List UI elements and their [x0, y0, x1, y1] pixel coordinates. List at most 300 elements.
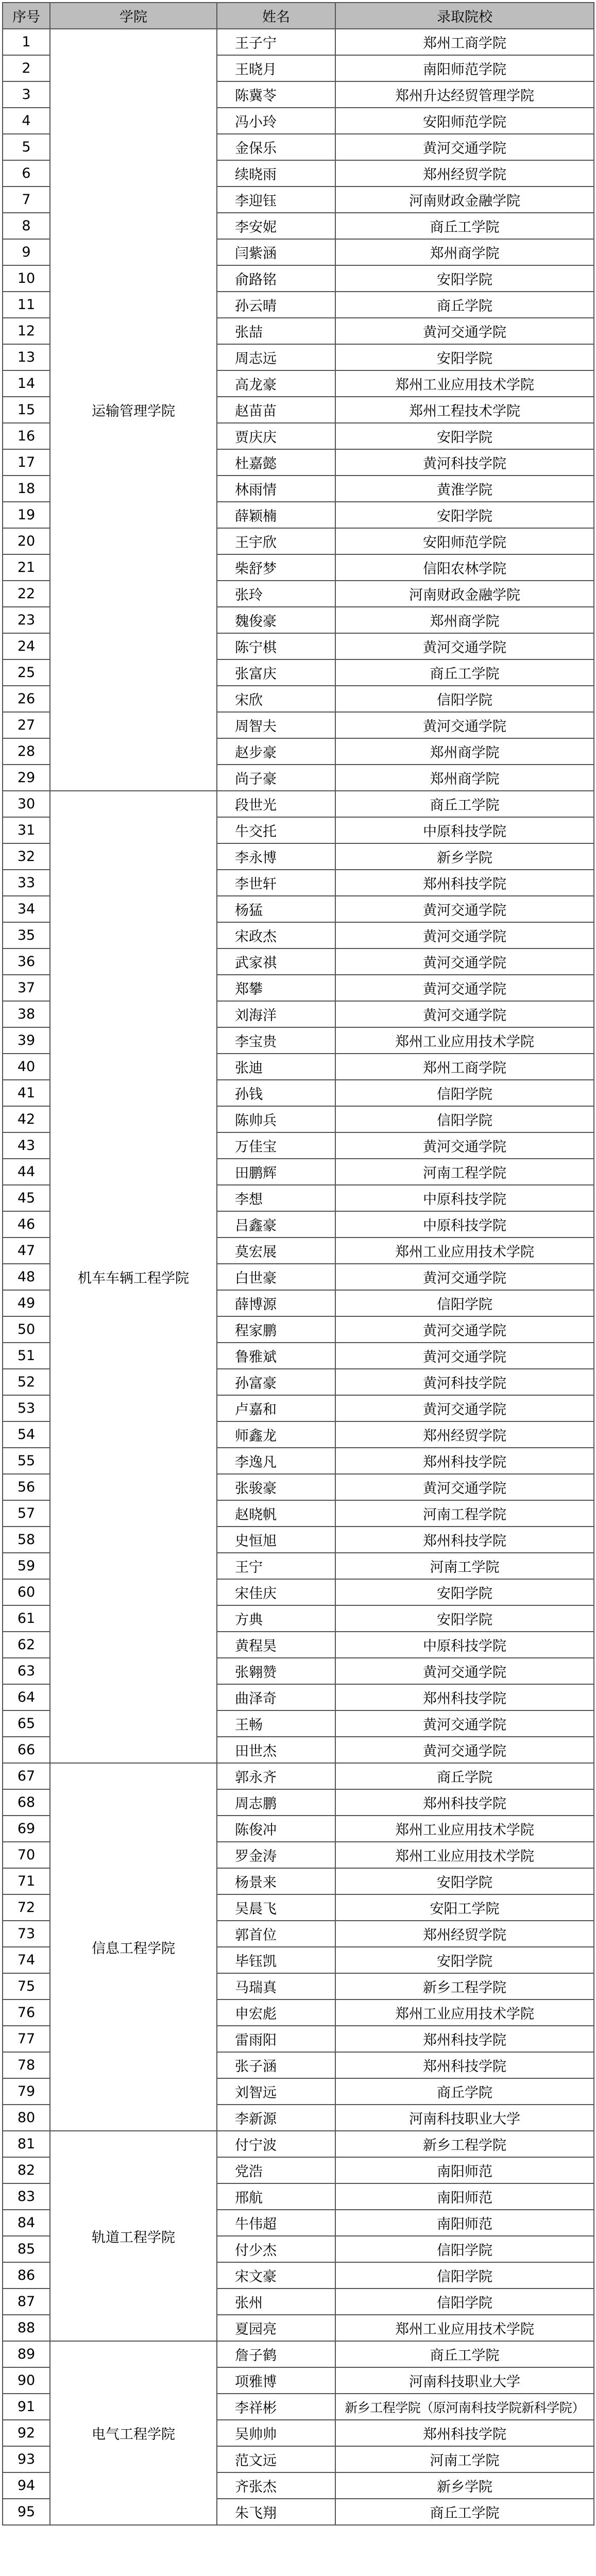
row-index: 7 [3, 187, 50, 213]
student-name: 赵晓帆 [217, 1500, 335, 1527]
row-index: 28 [3, 738, 50, 765]
row-index: 83 [3, 2183, 50, 2210]
admitted-school: 郑州经贸学院 [335, 160, 594, 187]
admitted-school: 新乡学院 [335, 843, 594, 870]
row-index: 73 [3, 1921, 50, 1947]
student-name: 李安妮 [217, 213, 335, 239]
row-index: 13 [3, 344, 50, 370]
admitted-school: 中原科技学院 [335, 1211, 594, 1238]
row-index: 49 [3, 1290, 50, 1316]
row-index: 71 [3, 1868, 50, 1894]
student-name: 王子宁 [217, 29, 335, 55]
student-name: 宋文豪 [217, 2262, 335, 2289]
row-index: 85 [3, 2236, 50, 2262]
row-index: 34 [3, 896, 50, 922]
student-name: 张翱赞 [217, 1658, 335, 1684]
admitted-school: 郑州科技学院 [335, 1789, 594, 1816]
student-name: 曲泽奇 [217, 1684, 335, 1710]
row-index: 54 [3, 1421, 50, 1448]
admitted-school: 安阳学院 [335, 1947, 594, 1973]
row-index: 30 [3, 791, 50, 817]
admitted-school: 郑州工业应用技术学院 [335, 370, 594, 397]
admitted-school: 安阳学院 [335, 265, 594, 292]
admitted-school: 郑州经贸学院 [335, 1421, 594, 1448]
student-name: 赵步豪 [217, 738, 335, 765]
student-name: 薛颖楠 [217, 502, 335, 528]
row-index: 84 [3, 2210, 50, 2236]
student-name: 牛伟超 [217, 2210, 335, 2236]
admitted-school: 信阳学院 [335, 1080, 594, 1106]
row-index: 65 [3, 1710, 50, 1737]
row-index: 23 [3, 607, 50, 633]
admitted-school: 安阳学院 [335, 1579, 594, 1605]
row-index: 87 [3, 2289, 50, 2315]
row-index: 91 [3, 2394, 50, 2420]
student-name: 吕鑫豪 [217, 1211, 335, 1238]
student-name: 柴舒梦 [217, 554, 335, 581]
student-name: 宋欣 [217, 686, 335, 712]
student-name: 万佳宝 [217, 1132, 335, 1159]
student-name: 白世豪 [217, 1264, 335, 1290]
admitted-school: 郑州工业应用技术学院 [335, 1842, 594, 1868]
row-index: 10 [3, 265, 50, 292]
admitted-school: 安阳学院 [335, 502, 594, 528]
student-name: 续晓雨 [217, 160, 335, 187]
admitted-school: 南阳师范 [335, 2210, 594, 2236]
student-name: 田鹏辉 [217, 1159, 335, 1185]
student-name: 杨景来 [217, 1868, 335, 1894]
admitted-school: 黄河交通学院 [335, 975, 594, 1001]
admitted-school: 郑州经贸学院 [335, 1921, 594, 1947]
admitted-school: 郑州商学院 [335, 765, 594, 791]
admitted-school: 黄河交通学院 [335, 1395, 594, 1421]
row-index: 26 [3, 686, 50, 712]
student-name: 张州 [217, 2289, 335, 2315]
admitted-school: 信阳学院 [335, 686, 594, 712]
admitted-school: 郑州商学院 [335, 607, 594, 633]
student-name: 李逸凡 [217, 1448, 335, 1474]
row-index: 60 [3, 1579, 50, 1605]
admitted-school: 黄河交通学院 [335, 1474, 594, 1500]
row-index: 36 [3, 948, 50, 975]
table-row [3, 791, 594, 817]
admitted-school: 安阳师范学院 [335, 528, 594, 554]
row-index: 31 [3, 817, 50, 843]
row-index: 17 [3, 449, 50, 476]
row-index: 95 [3, 2499, 50, 2525]
row-index: 64 [3, 1684, 50, 1710]
admitted-school: 黄河交通学院 [335, 633, 594, 659]
row-index: 89 [3, 2341, 50, 2367]
row-index: 47 [3, 1238, 50, 1264]
student-name: 宋政杰 [217, 922, 335, 948]
row-index: 33 [3, 870, 50, 896]
row-index: 75 [3, 1973, 50, 1999]
table-row [3, 2341, 594, 2367]
admitted-school: 安阳学院 [335, 344, 594, 370]
admitted-school: 黄河交通学院 [335, 134, 594, 160]
admitted-school: 商丘学院 [335, 292, 594, 318]
student-name: 王宇欣 [217, 528, 335, 554]
row-index: 57 [3, 1500, 50, 1527]
admission-table [2, 2, 594, 2526]
student-name: 张玲 [217, 581, 335, 607]
row-index: 74 [3, 1947, 50, 1973]
student-name: 夏园亮 [217, 2315, 335, 2341]
student-name: 孙钱 [217, 1080, 335, 1106]
table-body [3, 29, 594, 2525]
row-index: 16 [3, 423, 50, 449]
admitted-school: 郑州商学院 [335, 738, 594, 765]
student-name: 程家鹏 [217, 1316, 335, 1343]
college-cell: 电气工程学院 [50, 2341, 217, 2525]
admitted-school: 商丘工学院 [335, 791, 594, 817]
student-name: 齐张杰 [217, 2472, 335, 2499]
row-index: 22 [3, 581, 50, 607]
admitted-school: 信阳学院 [335, 2236, 594, 2262]
student-name: 吴帅帅 [217, 2420, 335, 2446]
student-name: 陈俊冲 [217, 1816, 335, 1842]
student-name: 黄程昊 [217, 1632, 335, 1658]
admitted-school: 河南工程学院 [335, 1500, 594, 1527]
row-index: 37 [3, 975, 50, 1001]
row-index: 68 [3, 1789, 50, 1816]
admitted-school: 信阳学院 [335, 1290, 594, 1316]
admitted-school: 信阳农林学院 [335, 554, 594, 581]
admitted-school: 郑州科技学院 [335, 2420, 594, 2446]
admitted-school: 黄河交通学院 [335, 1001, 594, 1027]
row-index: 11 [3, 292, 50, 318]
student-name: 高龙豪 [217, 370, 335, 397]
student-name: 付少杰 [217, 2236, 335, 2262]
student-name: 杜嘉懿 [217, 449, 335, 476]
row-index: 3 [3, 81, 50, 108]
student-name: 朱飞翔 [217, 2499, 335, 2525]
student-name: 雷雨阳 [217, 2026, 335, 2052]
admitted-school: 黄河交通学院 [335, 318, 594, 344]
student-name: 李祥彬 [217, 2394, 335, 2420]
student-name: 郭永齐 [217, 1763, 335, 1789]
row-index: 14 [3, 370, 50, 397]
row-index: 59 [3, 1553, 50, 1579]
admitted-school: 商丘学院 [335, 1763, 594, 1789]
row-index: 35 [3, 922, 50, 948]
admitted-school: 郑州工业应用技术学院 [335, 1027, 594, 1054]
student-name: 林雨情 [217, 476, 335, 502]
student-name: 冯小玲 [217, 108, 335, 134]
student-name: 方典 [217, 1605, 335, 1632]
row-index: 78 [3, 2052, 50, 2078]
admitted-school: 信阳学院 [335, 1106, 594, 1132]
admitted-school: 郑州工商学院 [335, 29, 594, 55]
admitted-school: 新乡工程学院 [335, 1973, 594, 1999]
college-cell: 运输管理学院 [50, 29, 217, 791]
admitted-school: 安阳师范学院 [335, 108, 594, 134]
student-name: 闫紫涵 [217, 239, 335, 265]
admitted-school: 黄淮学院 [335, 476, 594, 502]
admitted-school: 郑州科技学院 [335, 1527, 594, 1553]
admitted-school: 郑州工程技术学院 [335, 397, 594, 423]
row-index: 86 [3, 2262, 50, 2289]
student-name: 范文远 [217, 2446, 335, 2472]
student-name: 王畅 [217, 1710, 335, 1737]
row-index: 82 [3, 2157, 50, 2183]
student-name: 李想 [217, 1185, 335, 1211]
admitted-school: 新乡学院 [335, 2472, 594, 2499]
row-index: 45 [3, 1185, 50, 1211]
admitted-school: 河南科技职业大学 [335, 2105, 594, 2131]
admitted-school: 新乡工程学院 [335, 2131, 594, 2157]
admitted-school: 南阳师范学院 [335, 55, 594, 81]
student-name: 魏俊豪 [217, 607, 335, 633]
student-name: 鲁雅斌 [217, 1343, 335, 1369]
row-index: 39 [3, 1027, 50, 1054]
row-index: 44 [3, 1159, 50, 1185]
header-school: 录取院校 [335, 3, 594, 29]
header-name: 姓名 [217, 3, 335, 29]
row-index: 90 [3, 2367, 50, 2394]
row-index: 58 [3, 1527, 50, 1553]
row-index: 27 [3, 712, 50, 738]
row-index: 19 [3, 502, 50, 528]
student-name: 宋佳庆 [217, 1579, 335, 1605]
admitted-school: 南阳师范 [335, 2157, 594, 2183]
admitted-school: 黄河交通学院 [335, 1316, 594, 1343]
row-index: 51 [3, 1343, 50, 1369]
admitted-school: 黄河交通学院 [335, 712, 594, 738]
student-name: 赵苗苗 [217, 397, 335, 423]
row-index: 67 [3, 1763, 50, 1789]
admitted-school: 郑州工商学院 [335, 1054, 594, 1080]
admitted-school: 河南科技职业大学 [335, 2367, 594, 2394]
admitted-school: 新乡工程学院（原河南科技学院新科学院） [335, 2394, 594, 2420]
row-index: 50 [3, 1316, 50, 1343]
admitted-school: 河南财政金融学院 [335, 187, 594, 213]
row-index: 12 [3, 318, 50, 344]
student-name: 卢嘉和 [217, 1395, 335, 1421]
college-cell: 机车车辆工程学院 [50, 791, 217, 1763]
student-name: 张骏豪 [217, 1474, 335, 1500]
row-index: 46 [3, 1211, 50, 1238]
admitted-school: 中原科技学院 [335, 1185, 594, 1211]
student-name: 刘海洋 [217, 1001, 335, 1027]
row-index: 55 [3, 1448, 50, 1474]
student-name: 杨猛 [217, 896, 335, 922]
row-index: 88 [3, 2315, 50, 2341]
row-index: 43 [3, 1132, 50, 1159]
student-name: 周智夫 [217, 712, 335, 738]
admitted-school: 郑州工业应用技术学院 [335, 1238, 594, 1264]
admitted-school: 中原科技学院 [335, 817, 594, 843]
row-index: 40 [3, 1054, 50, 1080]
row-index: 79 [3, 2078, 50, 2105]
row-index: 48 [3, 1264, 50, 1290]
student-name: 俞路铭 [217, 265, 335, 292]
student-name: 李迎钰 [217, 187, 335, 213]
student-name: 金保乐 [217, 134, 335, 160]
table-row [3, 29, 594, 55]
admitted-school: 安阳学院 [335, 1605, 594, 1632]
admitted-school: 商丘工学院 [335, 2499, 594, 2525]
admitted-school: 安阳工学院 [335, 1894, 594, 1921]
student-name: 周志远 [217, 344, 335, 370]
student-name: 李永博 [217, 843, 335, 870]
admitted-school: 黄河交通学院 [335, 1132, 594, 1159]
student-name: 毕钰凯 [217, 1947, 335, 1973]
student-name: 付宁波 [217, 2131, 335, 2157]
row-index: 92 [3, 2420, 50, 2446]
student-name: 武家祺 [217, 948, 335, 975]
row-index: 20 [3, 528, 50, 554]
admitted-school: 郑州科技学院 [335, 1448, 594, 1474]
admitted-school: 郑州科技学院 [335, 870, 594, 896]
student-name: 孙富豪 [217, 1369, 335, 1395]
student-name: 张子涵 [217, 2052, 335, 2078]
student-name: 牛交托 [217, 817, 335, 843]
college-cell: 轨道工程学院 [50, 2131, 217, 2341]
row-index: 81 [3, 2131, 50, 2157]
table-row [3, 1763, 594, 1789]
row-index: 52 [3, 1369, 50, 1395]
row-index: 93 [3, 2446, 50, 2472]
student-name: 项雅博 [217, 2367, 335, 2394]
row-index: 56 [3, 1474, 50, 1500]
admitted-school: 郑州科技学院 [335, 2026, 594, 2052]
student-name: 吴晨飞 [217, 1894, 335, 1921]
row-index: 42 [3, 1106, 50, 1132]
admitted-school: 河南工学院 [335, 1553, 594, 1579]
row-index: 29 [3, 765, 50, 791]
student-name: 詹子鹤 [217, 2341, 335, 2367]
student-name: 李世轩 [217, 870, 335, 896]
student-name: 王宁 [217, 1553, 335, 1579]
admitted-school: 郑州工业应用技术学院 [335, 1816, 594, 1842]
admitted-school: 郑州科技学院 [335, 2052, 594, 2078]
row-index: 18 [3, 476, 50, 502]
student-name: 李宝贵 [217, 1027, 335, 1054]
row-index: 9 [3, 239, 50, 265]
student-name: 陈帅兵 [217, 1106, 335, 1132]
admitted-school: 中原科技学院 [335, 1632, 594, 1658]
college-cell: 信息工程学院 [50, 1763, 217, 2131]
admitted-school: 郑州工业应用技术学院 [335, 1999, 594, 2026]
student-name: 莫宏展 [217, 1238, 335, 1264]
student-name: 罗金涛 [217, 1842, 335, 1868]
student-name: 张迪 [217, 1054, 335, 1080]
student-name: 史恒旭 [217, 1527, 335, 1553]
admitted-school: 黄河交通学院 [335, 922, 594, 948]
admitted-school: 郑州工业应用技术学院 [335, 2315, 594, 2341]
admitted-school: 郑州升达经贸管理学院 [335, 81, 594, 108]
header-row [3, 3, 594, 29]
student-name: 申宏彪 [217, 1999, 335, 2026]
row-index: 53 [3, 1395, 50, 1421]
row-index: 32 [3, 843, 50, 870]
admitted-school: 黄河科技学院 [335, 1369, 594, 1395]
student-name: 党浩 [217, 2157, 335, 2183]
admitted-school: 黄河交通学院 [335, 1264, 594, 1290]
row-index: 94 [3, 2472, 50, 2499]
student-name: 张富庆 [217, 659, 335, 686]
admitted-school: 信阳学院 [335, 2262, 594, 2289]
admitted-school: 商丘工学院 [335, 659, 594, 686]
row-index: 80 [3, 2105, 50, 2131]
row-index: 70 [3, 1842, 50, 1868]
admitted-school: 郑州科技学院 [335, 1684, 594, 1710]
student-name: 陈宁棋 [217, 633, 335, 659]
row-index: 8 [3, 213, 50, 239]
student-name: 邢航 [217, 2183, 335, 2210]
admitted-school: 黄河交通学院 [335, 1658, 594, 1684]
student-name: 陈冀苓 [217, 81, 335, 108]
admitted-school: 信阳学院 [335, 2289, 594, 2315]
row-index: 69 [3, 1816, 50, 1842]
student-name: 刘智远 [217, 2078, 335, 2105]
student-name: 薛博源 [217, 1290, 335, 1316]
student-name: 王晓月 [217, 55, 335, 81]
student-name: 李新源 [217, 2105, 335, 2131]
header-college: 学院 [50, 3, 217, 29]
admitted-school: 黄河科技学院 [335, 449, 594, 476]
row-index: 63 [3, 1658, 50, 1684]
admitted-school: 黄河交通学院 [335, 948, 594, 975]
admitted-school: 河南工学院 [335, 2446, 594, 2472]
row-index: 24 [3, 633, 50, 659]
admitted-school: 安阳学院 [335, 1868, 594, 1894]
admitted-school: 黄河交通学院 [335, 1343, 594, 1369]
row-index: 41 [3, 1080, 50, 1106]
student-name: 孙云晴 [217, 292, 335, 318]
row-index: 4 [3, 108, 50, 134]
row-index: 72 [3, 1894, 50, 1921]
student-name: 师鑫龙 [217, 1421, 335, 1448]
admitted-school: 商丘工学院 [335, 2341, 594, 2367]
row-index: 38 [3, 1001, 50, 1027]
student-name: 尚子豪 [217, 765, 335, 791]
row-index: 21 [3, 554, 50, 581]
student-name: 张喆 [217, 318, 335, 344]
table-row [3, 2131, 594, 2157]
admitted-school: 郑州商学院 [335, 239, 594, 265]
admitted-school: 河南财政金融学院 [335, 581, 594, 607]
admitted-school: 河南工程学院 [335, 1159, 594, 1185]
student-name: 贾庆庆 [217, 423, 335, 449]
student-name: 郑攀 [217, 975, 335, 1001]
admitted-school: 南阳师范 [335, 2183, 594, 2210]
row-index: 62 [3, 1632, 50, 1658]
row-index: 1 [3, 29, 50, 55]
admitted-school: 商丘工学院 [335, 213, 594, 239]
admitted-school: 黄河交通学院 [335, 896, 594, 922]
student-name: 郭首位 [217, 1921, 335, 1947]
admitted-school: 黄河交通学院 [335, 1737, 594, 1763]
row-index: 15 [3, 397, 50, 423]
row-index: 66 [3, 1737, 50, 1763]
admitted-school: 黄河交通学院 [335, 1710, 594, 1737]
header-index: 序号 [3, 3, 50, 29]
row-index: 77 [3, 2026, 50, 2052]
student-name: 田世杰 [217, 1737, 335, 1763]
student-name: 马瑞真 [217, 1973, 335, 1999]
row-index: 5 [3, 134, 50, 160]
admitted-school: 安阳学院 [335, 423, 594, 449]
row-index: 25 [3, 659, 50, 686]
student-name: 段世光 [217, 791, 335, 817]
student-name: 周志鹏 [217, 1789, 335, 1816]
row-index: 2 [3, 55, 50, 81]
row-index: 61 [3, 1605, 50, 1632]
admitted-school: 商丘学院 [335, 2078, 594, 2105]
